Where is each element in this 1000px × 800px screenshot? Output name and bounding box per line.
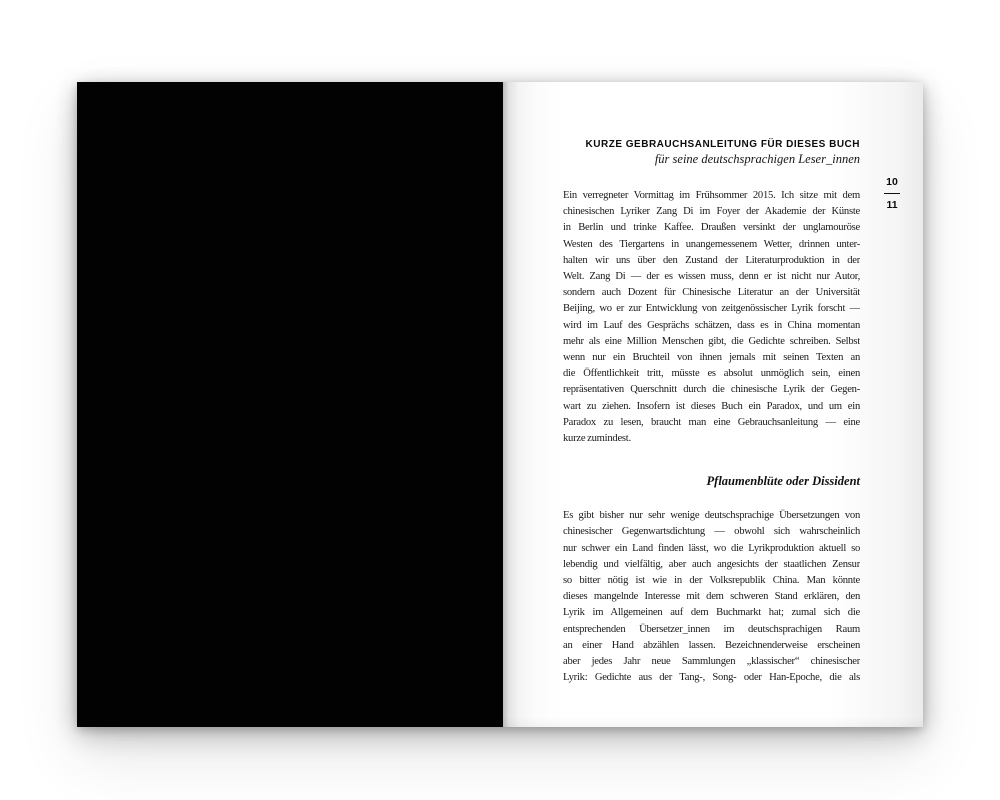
text-line: kurze zumindest.: [563, 433, 631, 445]
text-line: lebendig und vielfältig, aber auch angesichts der staatlichen Zensur: [563, 558, 860, 570]
text-line: sondern auch Dozent für Chinesische Literatur an der Universität: [563, 287, 860, 299]
chapter-title: KURZE GEBRAUCHSANLEITUNG FÜR DIESES BUCH: [585, 139, 860, 150]
text-line: wenn nur ein Bruchteil von ihnen jemals mit seinen Texten an: [563, 352, 860, 364]
text-line: halten wir uns über den Zustand der Literaturproduktion in der: [563, 254, 860, 266]
text-line: dieses mangelnde Interesse mit dem schweren Stand erklären, den: [563, 591, 860, 603]
left-page: [77, 82, 503, 727]
book-spread: [77, 82, 923, 727]
paragraph: [563, 508, 860, 686]
text-line: wird im Lauf des Gesprächs schätzen, dass es in China momentan: [563, 319, 860, 331]
text-line: an einer Hand abzählen lassen. Bezeichnenderweise erscheinen: [563, 639, 860, 651]
text-line: chinesischen Lyriker Zang Di im Foyer der Akademie der Künste: [563, 206, 860, 218]
text-line: chinesischer Gegenwartsdichtung — obwohl sich wahrscheinlich: [563, 526, 860, 538]
page-number-bottom: 11: [886, 199, 898, 211]
right-page: [503, 82, 923, 727]
text-line: so bitter nötig ist wie in der Volksrepublik China. Man könnte: [563, 575, 860, 587]
text-line: Welt. Zang Di — der es wissen muss, denn er ist nicht nur Autor,: [563, 271, 860, 283]
section-heading: Pflaumenblüte oder Dissident: [706, 474, 860, 489]
text-line: Lyrik im Allgemeinen auf dem Buchmarkt hat; zumal sich die: [563, 607, 860, 619]
text-line: aber jedes Jahr neue Sammlungen „klassischer“ chinesischer: [563, 656, 860, 668]
text-line: nur schwer ein Land finden lässt, wo die Lyrikproduktion aktuell so: [563, 542, 860, 554]
text-line: mehr als eine Million Menschen gibt, die Gedichte schreiben. Selbst: [563, 335, 860, 347]
page-number-marker: [877, 176, 907, 212]
text-line: Beijing, wo er zur Entwicklung von zeitgenössischer Lyrik forscht —: [563, 303, 860, 315]
text-line: Paradox zu lesen, braucht man eine Gebrauchsanleitung — eine: [563, 416, 860, 428]
text-line: entsprechenden Übersetzer_innen im deutschsprachigen Raum: [563, 623, 860, 635]
text-line: Es gibt bisher nur sehr wenige deutschsprachige Übersetzungen von: [563, 510, 860, 522]
page-number-top: 10: [886, 176, 898, 188]
text-line: wart zu ziehen. Insofern ist dieses Buch ein Paradox, und um ein: [563, 400, 860, 412]
text-line: Westen des Tiergartens in unangemessenem Wetter, drinnen unter-: [563, 238, 860, 250]
text-line: in Berlin und trinke Kaffee. Draußen versinkt der unglamouröse: [563, 222, 860, 234]
text-line: Ein verregneter Vormittag im Frühsommer 2015. Ich sitze mit dem: [563, 190, 860, 201]
text-line: Lyrik: Gedichte aus der Tang-, Song- oder Han-Epoche, die als: [563, 672, 860, 684]
text-line: repräsentativen Querschnitt durch die chinesische Lyrik der Gegen-: [563, 384, 860, 396]
paragraph: [563, 188, 860, 447]
page-number-divider: [884, 193, 900, 194]
text-block: [563, 139, 860, 686]
text-line: die Öffentlichkeit tritt, müsste es absolut unmöglich sein, einen: [563, 368, 860, 380]
chapter-subtitle: für seine deutschsprachigen Leser_innen: [654, 152, 860, 166]
